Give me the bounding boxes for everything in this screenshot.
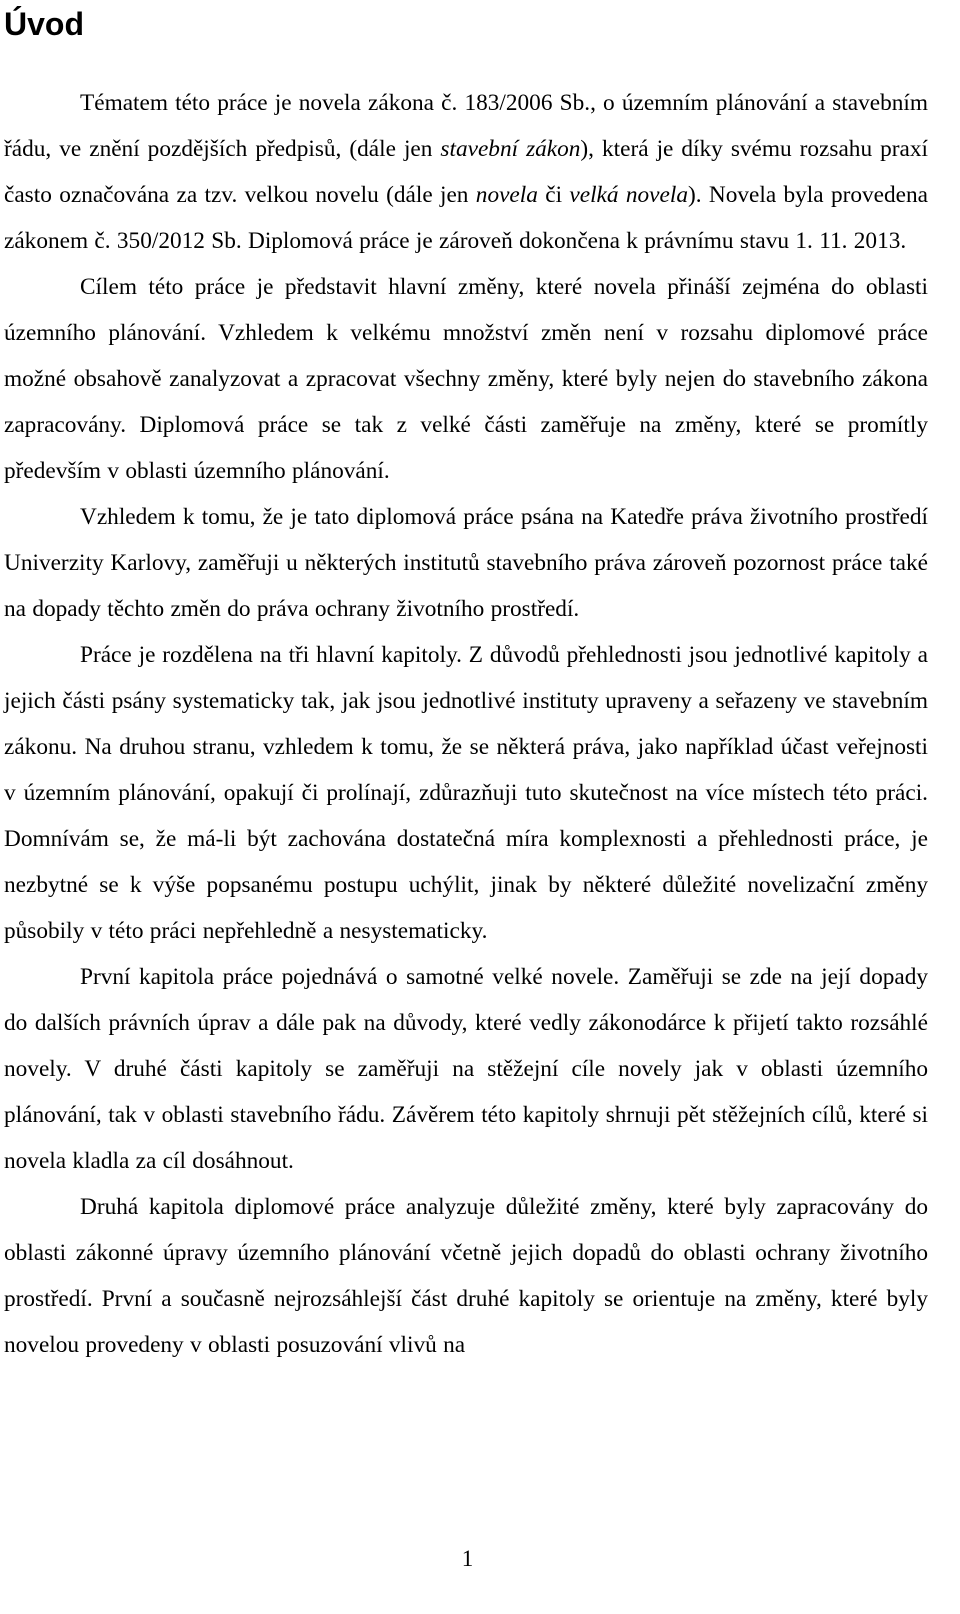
italic-term: velká novela bbox=[569, 182, 688, 208]
paragraph-text: ), která je díky svému rozsahu praxí často označována za tzv. velkou novelu (dále jen bbox=[4, 136, 928, 208]
chapter-title: Úvod bbox=[4, 6, 84, 42]
paragraph-text: Druhá kapitola diplomové práce analyzuje důležité změny, které byly zapracovány do oblasti zákonné úpravy územního plánování včetně jejich dopadů do oblasti ochrany životního prostředí. První a současně nejrozsáhlejší část druhé kapitoly se orientuje na změny, které byly novelou provedeny v oblasti posuzování vlivů na bbox=[4, 1194, 928, 1358]
paragraph-5 bbox=[4, 954, 928, 1184]
paragraph-text: Tématem této práce je novela zákona č. 183/2006 Sb., o územním plánování a stavebním řádu, ve znění pozdějších předpisů, (dále jen bbox=[4, 90, 928, 162]
body-text bbox=[4, 80, 928, 1368]
paragraph-text: První kapitola práce pojednává o samotné velké novele. Zaměřuji se zde na její dopady do dalších právních úprav a dále pak na důvody, které vedly zákonodárce k přijetí takto rozsáhlé novely. V druhé části kapitoly se zaměřuji na stěžejní cíle novely jak v oblasti územního plánování, tak v oblasti stavebního řádu. Závěrem této kapitoly shrnuji pět stěžejních cílů, které si novela kladla za cíl dosáhnout. bbox=[4, 964, 928, 1174]
paragraph-3 bbox=[4, 494, 928, 632]
paragraph-2 bbox=[4, 264, 928, 494]
italic-term: stavební zákon bbox=[440, 136, 581, 162]
italic-term: novela bbox=[475, 182, 538, 208]
paragraph-text: Cílem této práce je představit hlavní změny, které novela přináší zejména do oblasti územního plánování. Vzhledem k velkému množství změn není v rozsahu diplomové práce možné obsahově zanalyzovat a zpracovat všechny změny, které byly nejen do stavebního zákona zapracovány. Diplomová práce se tak z velké části zaměřuje na změny, které se promítly především v oblasti územního plánování. bbox=[4, 274, 928, 484]
paragraph-text: ). Novela byla provedena zákonem č. 350/2012 Sb. Diplomová práce je zároveň dokončena k právnímu stavu 1. 11. 2013. bbox=[4, 182, 928, 254]
paragraph-text: či bbox=[537, 182, 570, 208]
page-number: 1 bbox=[461, 1546, 474, 1571]
paragraph-4 bbox=[4, 632, 928, 954]
paragraph-text: Vzhledem k tomu, že je tato diplomová práce psána na Katedře práva životního prostředí Univerzity Karlovy, zaměřuji u některých institutů stavebního práva zároveň pozornost práce také na dopady těchto změn do práva ochrany životního prostředí. bbox=[4, 504, 928, 622]
paragraph-text: Práce je rozdělena na tři hlavní kapitoly. Z důvodů přehlednosti jsou jednotlivé kapitoly a jejich části psány systematicky tak, jak jsou jednotlivé instituty upraveny a seřazeny ve stavebním zákonu. Na druhou stranu, vzhledem k tomu, že se některá práva, jako například účast veřejnosti v územním plánování, opakují či prolínají, zdůrazňuji tuto skutečnost na více místech této práci. Domnívám se, že má-li být zachována dostatečná míra komplexnosti a přehlednosti práce, je nezbytné se k výše popsanému postupu uchýlit, jinak by některé důležité novelizační změny působily v této práci nepřehledně a nesystematicky. bbox=[4, 642, 928, 944]
paragraph-1 bbox=[4, 80, 928, 264]
paragraph-6 bbox=[4, 1184, 928, 1368]
